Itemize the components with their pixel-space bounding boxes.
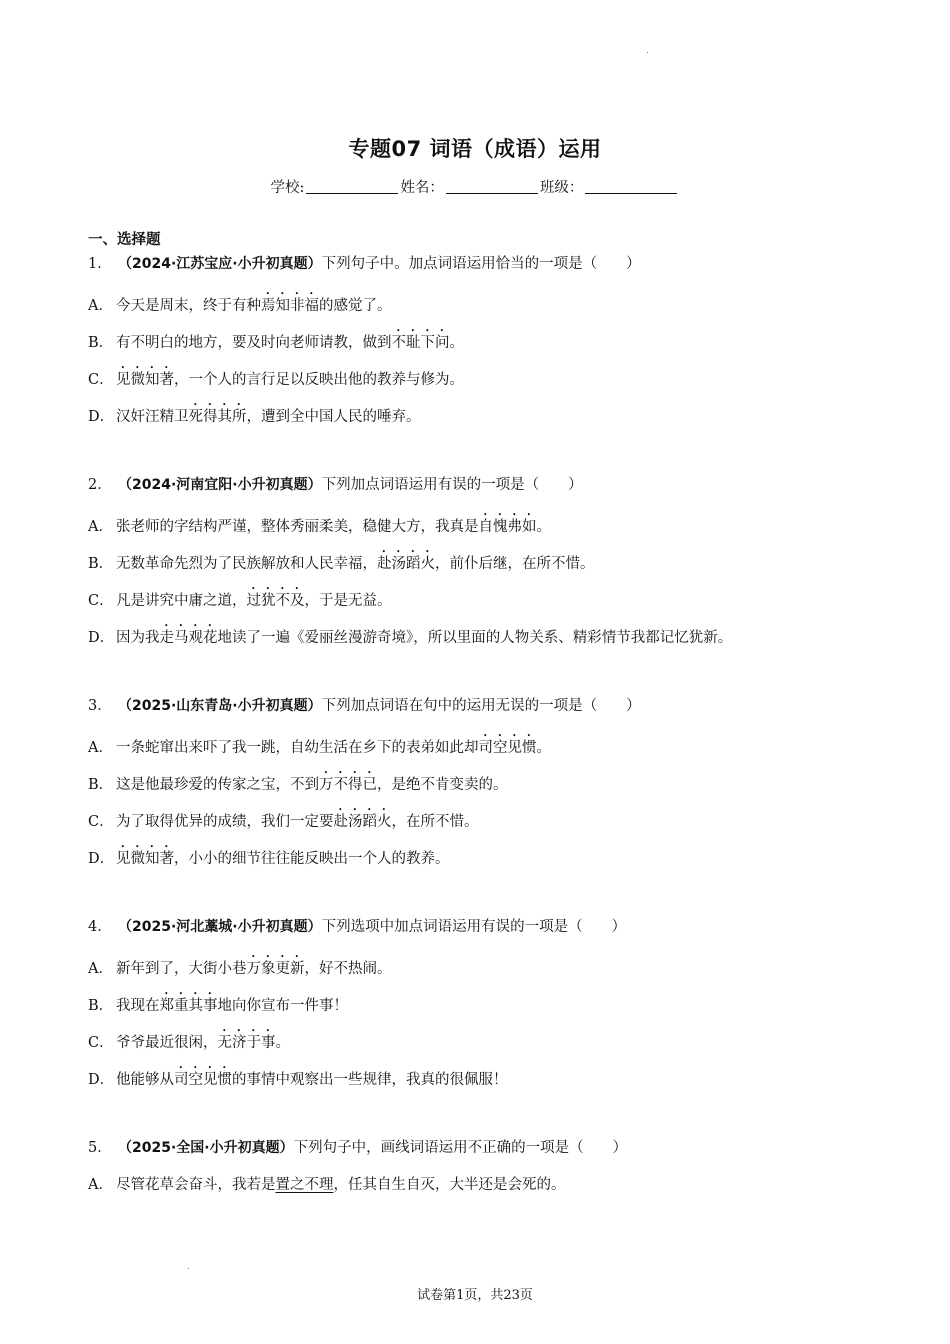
question-stem <box>88 253 888 290</box>
option-letter: C． <box>88 372 114 388</box>
option-text-before: 他能够从 <box>116 1072 174 1088</box>
marked-word: 自愧弗如 <box>478 519 537 535</box>
question-2 <box>88 474 888 659</box>
page-footer: 试卷第1页，共23页 <box>417 1288 533 1303</box>
marked-word: 死得其所 <box>188 409 247 425</box>
option-text-before: 有不明白的地方，要及时向老师请教，做到 <box>116 335 392 351</box>
scan-speck <box>188 1268 189 1269</box>
marked-word: 见微知著 <box>116 851 174 867</box>
option-letter: A． <box>88 298 113 314</box>
option-letter: D． <box>88 630 115 646</box>
option-text-after: 地读了一遍《爱丽丝漫游奇境》，所以里面的人物关系、精彩情节我都记忆犹新。 <box>217 630 733 646</box>
option-text-after: ，一个人的言行足以反映出他的教养与修为。 <box>174 372 464 388</box>
option-text-before: 一条蛇窜出来吓了我一跳，自幼生活在乡下的表弟如此却 <box>116 740 479 756</box>
question-number: 1． <box>88 256 112 272</box>
option-text-before: 汉奸汪精卫 <box>116 409 189 425</box>
option-text-after: ，于是无益。 <box>304 593 392 609</box>
question-3 <box>88 695 888 880</box>
option-text-before: 新年到了，大街小巷 <box>116 961 247 977</box>
marked-word: 过犹不及 <box>246 593 305 609</box>
question-stem <box>88 474 888 511</box>
option-text-before: 为了取得优异的成绩，我们一定要 <box>116 814 334 830</box>
option-text-after: 。 <box>449 335 464 351</box>
marked-word: 见微知著 <box>116 372 174 388</box>
option-text-after: ，好不热闹。 <box>304 961 392 977</box>
option-text-after: ，前仆后继，在所不惜。 <box>435 556 595 572</box>
question-number: 2． <box>88 477 112 493</box>
option-letter: C． <box>88 814 114 830</box>
marked-word: 赴汤蹈火 <box>377 556 435 572</box>
option-1-4[interactable] <box>88 401 888 438</box>
marked-word: 走马观花 <box>159 630 218 646</box>
question-number: 3． <box>88 698 112 714</box>
name-blank[interactable] <box>446 179 538 194</box>
option-letter: D． <box>88 1072 115 1088</box>
student-info-line <box>0 176 950 197</box>
question-number: 5． <box>88 1140 112 1156</box>
option-text-before: 凡是讲究中庸之道， <box>116 593 247 609</box>
question-source: （2024·江苏宝应·小升初真题） <box>118 256 322 272</box>
option-letter: A． <box>88 961 113 977</box>
option-text-after: 。 <box>536 740 551 756</box>
option-letter: B． <box>88 335 114 351</box>
option-text-after: 的事情中观察出一些规律，我真的很佩服！ <box>232 1072 508 1088</box>
option-letter: B． <box>88 998 114 1014</box>
option-text-after: 。 <box>275 1035 290 1051</box>
marked-word: 郑重其事 <box>159 998 218 1014</box>
question-number: 4． <box>88 919 112 935</box>
option-2-1[interactable] <box>88 511 888 548</box>
option-text-after: ，是绝不肯变卖的。 <box>377 777 508 793</box>
question-text: 下列加点词语运用有误的一项是（ ） <box>321 477 583 493</box>
option-letter: A． <box>88 740 113 756</box>
marked-word: 司空见惯 <box>174 1072 232 1088</box>
option-1-3[interactable] <box>88 364 888 401</box>
question-stem <box>88 1137 888 1174</box>
option-4-2[interactable] <box>88 990 888 1027</box>
marked-word: 不耻下问 <box>391 335 450 351</box>
marked-word: 无济于事 <box>217 1035 276 1051</box>
option-5-1[interactable] <box>88 1174 888 1211</box>
option-letter: A． <box>88 1177 113 1193</box>
option-2-2[interactable] <box>88 548 888 585</box>
option-text-before: 我现在 <box>116 998 160 1014</box>
option-text-before: 尽管花草会奋斗，我若是 <box>116 1177 276 1193</box>
school-blank[interactable] <box>306 179 398 194</box>
section-heading: 一、选择题 <box>88 232 161 248</box>
question-text: 下列加点词语在句中的运用无误的一项是（ ） <box>321 698 641 714</box>
question-5 <box>88 1137 888 1211</box>
scan-speck <box>647 52 648 53</box>
class-label: 班级： <box>539 180 584 196</box>
question-stem <box>88 695 888 732</box>
option-letter: D． <box>88 409 115 425</box>
option-text-after: 地向你宣布一件事！ <box>217 998 348 1014</box>
option-2-4[interactable] <box>88 622 888 659</box>
option-text-before: 这是他最珍爱的传家之宝，不到 <box>116 777 319 793</box>
option-text-before: 今天是周末，终于有种 <box>116 298 261 314</box>
question-stem <box>88 916 888 953</box>
option-4-4[interactable] <box>88 1064 888 1101</box>
name-label: 姓名： <box>400 180 444 196</box>
option-letter: D． <box>88 851 115 867</box>
question-4 <box>88 916 888 1101</box>
option-3-3[interactable] <box>88 806 888 843</box>
option-1-1[interactable] <box>88 290 888 327</box>
option-2-3[interactable] <box>88 585 888 622</box>
option-text-after: ，小小的细节往往能反映出一个人的教养。 <box>174 851 450 867</box>
question-1 <box>88 253 888 438</box>
question-source: （2025·河北藁城·小升初真题） <box>118 919 322 935</box>
option-letter: A． <box>88 519 113 535</box>
marked-word: 万不得已 <box>319 777 377 793</box>
option-text-after: ，遭到全中国人民的唾弃。 <box>246 409 421 425</box>
marked-word: 司空见惯 <box>478 740 537 756</box>
question-source: （2025·全国·小升初真题） <box>118 1140 294 1156</box>
marked-word: 赴汤蹈火 <box>333 814 392 830</box>
option-text-after: ，在所不惜。 <box>391 814 479 830</box>
option-text-after: ，任其自生自灭，大半还是会死的。 <box>333 1177 566 1193</box>
question-text: 下列句子中。加点词语运用恰当的一项是（ ） <box>321 256 641 272</box>
question-source: （2025·山东青岛·小升初真题） <box>118 698 322 714</box>
option-3-1[interactable] <box>88 732 888 769</box>
option-letter: C． <box>88 1035 114 1051</box>
option-4-1[interactable] <box>88 953 888 990</box>
option-text-before: 爷爷最近很闲， <box>116 1035 218 1051</box>
option-letter: C． <box>88 593 114 609</box>
page-title: 专题07 词语（成语）运用 <box>348 137 602 161</box>
option-1-2[interactable] <box>88 327 888 364</box>
marked-word: 万象更新 <box>246 961 305 977</box>
option-4-3[interactable] <box>88 1027 888 1064</box>
marked-word: 置之不理 <box>275 1177 334 1193</box>
marked-word: 焉知非福 <box>261 298 319 314</box>
option-3-2[interactable] <box>88 769 888 806</box>
option-text-before: 张老师的字结构严谨，整体秀丽柔美，稳健大方，我真是 <box>116 519 479 535</box>
school-label: 学校: <box>270 180 305 196</box>
option-text-after: 。 <box>536 519 551 535</box>
option-letter: B． <box>88 556 114 572</box>
option-3-4[interactable] <box>88 843 888 880</box>
option-text-after: 的感觉了。 <box>319 298 392 314</box>
option-text-before: 因为我 <box>116 630 160 646</box>
question-source: （2024·河南宜阳·小升初真题） <box>118 477 322 493</box>
question-text: 下列选项中加点词语运用有误的一项是（ ） <box>321 919 627 935</box>
class-blank[interactable] <box>585 179 677 194</box>
option-text-before: 无数革命先烈为了民族解放和人民幸福， <box>116 556 377 572</box>
option-letter: B． <box>88 777 114 793</box>
question-text: 下列句子中，画线词语运用不正确的一项是（ ） <box>293 1140 628 1156</box>
